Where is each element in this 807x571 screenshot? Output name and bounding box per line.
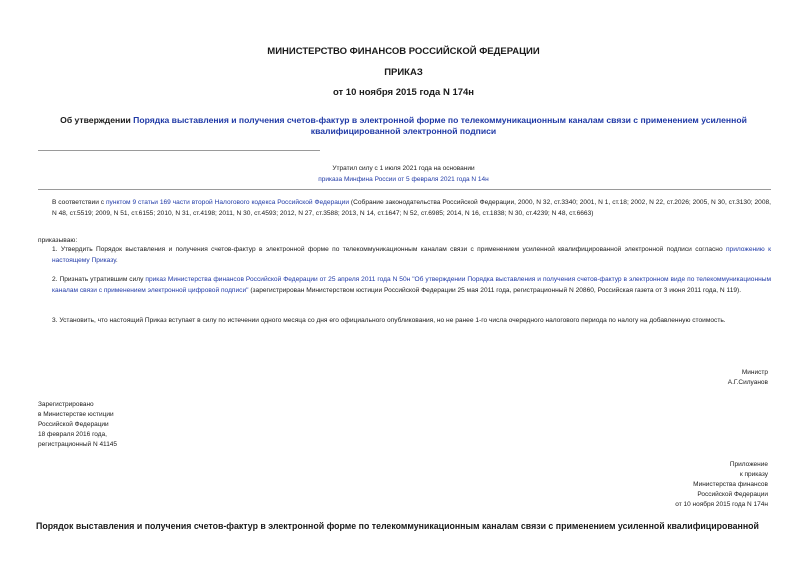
old-order-link[interactable]: приказ Министерства финансов Российской Федерации от 25 апреля 2011 года N 50н "Об утверждении Порядка выставления и получения счетов-фактур в электронном виде по телекоммуникационным каналам связи с применением электронной цифровой подписи" xyxy=(52,276,771,294)
item2-suffix: (зарегистрирован Министерством юстиции Российской Федерации 25 мая 2011 года, регистрационный N 20860, Российская газета от 3 июня 2011 года, N 119). xyxy=(248,286,742,294)
repeal-order-link[interactable]: приказа Минфина России от 5 февраля 2021 года N 14н xyxy=(318,176,489,183)
appendix-line4: Российской Федерации xyxy=(697,491,768,498)
registration-line1: Зарегистрировано xyxy=(38,401,94,408)
ministry-heading: МИНИСТЕРСТВО ФИНАНСОВ РОССИЙСКОЙ ФЕДЕРАЦИИ xyxy=(267,46,540,57)
registration-line4: 18 февраля 2016 года, xyxy=(38,431,107,438)
date-number-heading: от 10 ноября 2015 года N 174н xyxy=(332,87,475,98)
tax-code-link[interactable]: пунктом 9 статьи 169 части второй Налогового кодекса Российской Федерации xyxy=(105,199,350,206)
preamble-prefix: В соответствии с xyxy=(52,199,106,206)
registration-line5: регистрационный N 41145 xyxy=(38,441,118,448)
item1-suffix: . xyxy=(115,256,118,264)
appendix-line2: к приказу xyxy=(739,471,768,478)
appendix-line5: от 10 ноября 2015 года N 174н xyxy=(675,501,768,508)
appendix-line1: Приложение xyxy=(729,461,768,468)
item1-paragraph xyxy=(38,245,771,266)
item3-paragraph: 3. Установить, что настоящий Приказ вступает в силу по истечении одного месяца со дня его официального опубликования, но не ранее 1-го числа очередного налогового периода по налогу на добавленную стоимость. xyxy=(52,317,726,324)
signature-position: Министр xyxy=(741,369,768,376)
order-word: приказываю: xyxy=(38,237,78,244)
preamble-paragraph xyxy=(38,198,771,219)
procedure-title: Порядок выставления и получения счетов-фактур в электронной форме по телекоммуникационным каналам связи с применением усиленной квалифицированной xyxy=(36,521,759,531)
item1-text: 1. Утвердить Порядок выставления и получения счетов-фактур в электронной форме по телекоммуникационным каналам связи с применением усиленной квалифицированной электронной подписи согласно xyxy=(52,246,726,253)
item2-prefix: 2. Признать утратившим силу xyxy=(52,276,146,283)
title-prefix: Об утверждении xyxy=(60,115,134,125)
divider-short xyxy=(38,150,320,151)
signature-name: А.Г.Силуанов xyxy=(727,379,768,386)
doc-type-heading: ПРИКАЗ xyxy=(384,67,423,78)
registration-line2: в Министерстве юстиции xyxy=(38,411,114,418)
preamble-suffix: (Собрание законодательства Российской Федерации, 2000, N 32, ст.3340; 2001, N 1, ст.18; 2002, N 22, ст.2026; 2005, N 30, ст.3130; 2008, N 48, ст.5519; 2009, N 51, ст.6155; 2010, N 31, ст.4198; 2011, N 30, ст.4593; 2012, N 27, ст.3588; 2013, N 14, ст.1647; N 52, ст.6985; 2014, N 16, ст.1838; N 30, ст.4239; N 48, ст.6663) xyxy=(52,199,771,217)
item2-paragraph xyxy=(38,275,771,296)
divider-full xyxy=(38,189,771,190)
appendix-link[interactable]: приложению к настоящему Приказу xyxy=(52,246,771,264)
document-title xyxy=(36,115,771,137)
title-procedure-link[interactable]: Порядка выставления и получения счетов-фактур в электронной форме по телекоммуникационным каналам связи с применением усиленной квалифицированной электронной подписи xyxy=(133,115,747,136)
registration-line3: Российской Федерации xyxy=(38,421,109,428)
status-note-line1: Утратил силу с 1 июля 2021 года на основании xyxy=(332,165,475,172)
status-note-line2 xyxy=(0,175,807,185)
appendix-line3: Министерства финансов xyxy=(693,481,768,488)
